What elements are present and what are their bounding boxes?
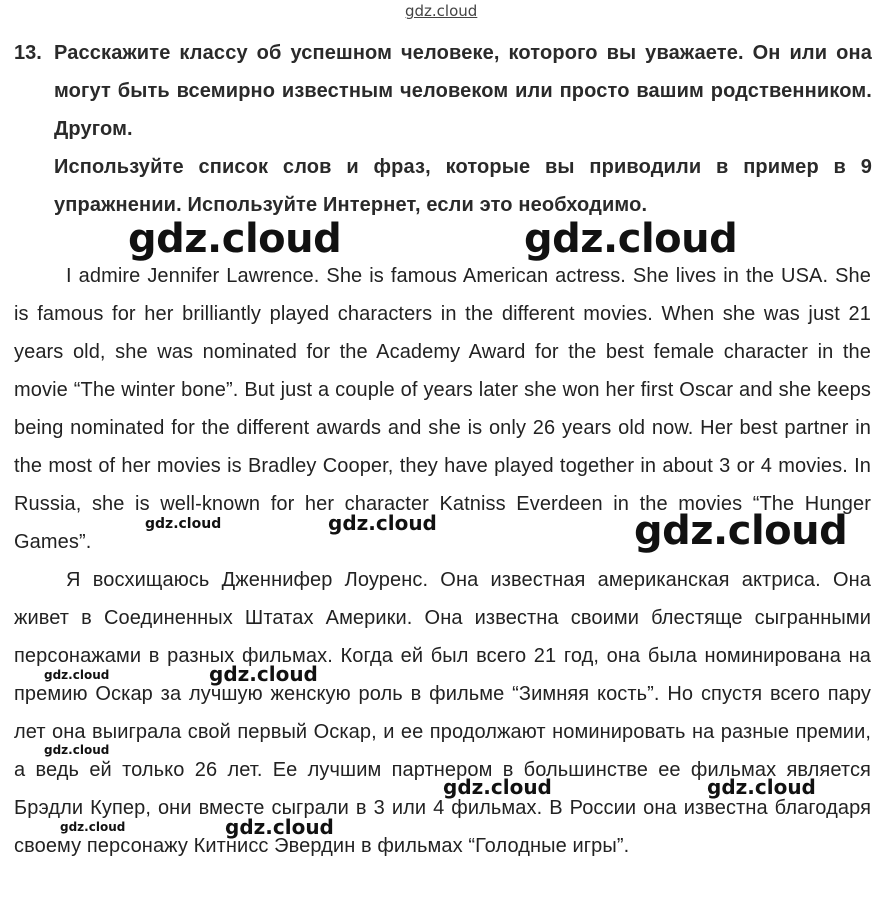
task-note: Используйте список слов и фраз, которые вы приводили в пример в 9 упражнении. Используйте Интернет, если это необходимо. <box>54 156 872 216</box>
watermark-medium: gdz.cloud <box>209 662 318 686</box>
answer-english: I admire Jennifer Lawrence. She is famous American actress. She lives in the USA. She is famous for her brilliantly played characters in the different movies. When she was just 21 years old, she was nominated for the Academy Award for the best female character in the movie “The winter bone”. But just a couple of years later she won her first Oscar and she keeps being nominated for the different awards and she is only 26 years old now. Her best partner in the most of her movies is Bradley Cooper, they have played together in about 3 or 4 movies. In Russia, she is well-known for her character Katniss Everdeen in the movies “The Hunger Games”. <box>14 265 871 553</box>
task-instruction: Расскажите классу об успешном человеке, которого вы уважаете. Он или она могут быть всемирно известным человеком или просто вашим родственником. Другом. <box>54 42 872 140</box>
watermark-small: gdz.cloud <box>44 743 110 757</box>
answer-russian: Я восхищаюсь Дженнифер Лоуренс. Она известная американская актриса. Она живет в Соединенных Штатах Америки. Она известна своими блестяще сыгранными персонажами в разных фильмах. Когда ей был всего 21 год, она была номинирована на премию Оскар за лучшую женскую роль в фильме “Зимняя кость”. Но спустя всего пару лет она выиграла свой первый Оскар, и ее продолжают номинировать на разные премии, а ведь ей только 26 лет. Ее лучшим партнером в большинстве ее фильмах является Брэдли Купер, они вместе сыграли в 3 или 4 фильмах. В России она известна благодаря своему персонажу Китнисс Эвердин в фильмах “Голодные игры”. <box>14 569 871 857</box>
watermark-large: gdz.cloud <box>524 216 738 262</box>
watermark-top: gdz.cloud <box>405 2 478 20</box>
watermark-small: gdz.cloud <box>44 668 110 682</box>
watermark-large: gdz.cloud <box>128 216 342 262</box>
watermark-small: gdz.cloud <box>60 820 126 834</box>
watermark-medium: gdz.cloud <box>328 511 437 535</box>
watermark-medium: gdz.cloud <box>225 815 334 839</box>
watermark-medium: gdz.cloud <box>443 775 552 799</box>
watermark-large: gdz.cloud <box>634 508 848 554</box>
task-block <box>14 34 874 224</box>
task-number: 13. <box>14 42 42 64</box>
watermark-small: gdz.cloud <box>145 516 222 532</box>
watermark-medium: gdz.cloud <box>707 775 816 799</box>
